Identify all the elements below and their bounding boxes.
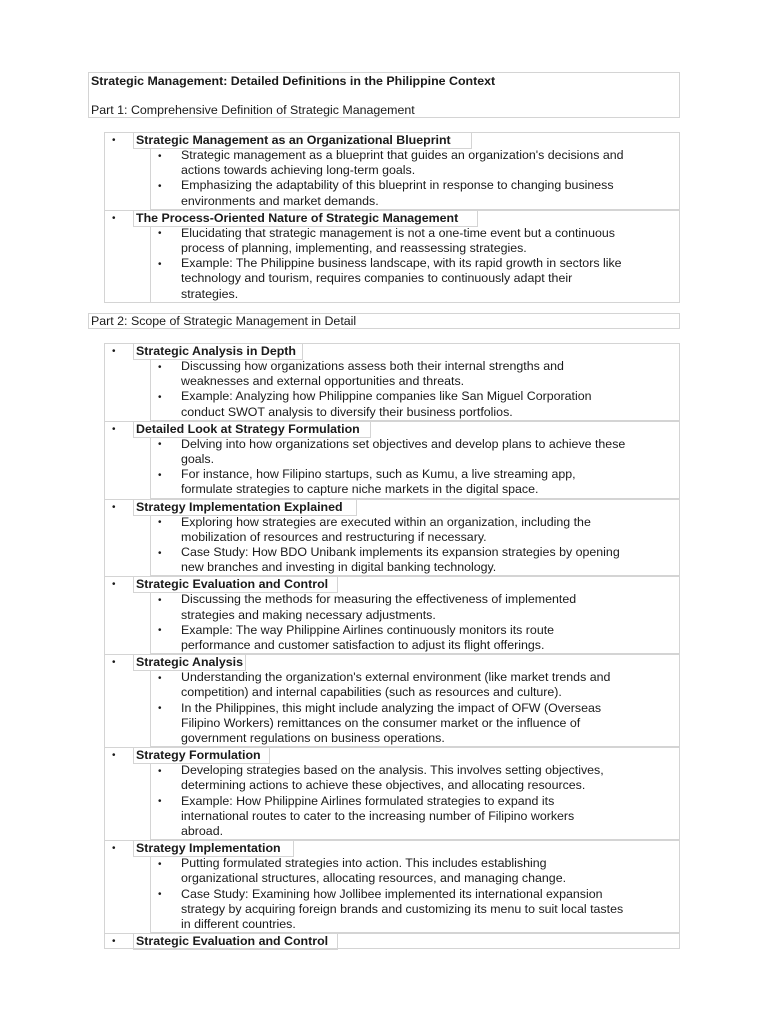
section-title: Strategic Analysis in Depth bbox=[136, 344, 296, 358]
section-title: Strategic Evaluation and Control bbox=[136, 577, 329, 592]
item-text: technology and tourism, requires companies to continuously adapt their bbox=[181, 271, 573, 286]
item-text: process of planning, implementing, and reassessing strategies. bbox=[181, 241, 527, 255]
item-text: Developing strategies based on the analysis. This involves setting objectives, bbox=[181, 763, 604, 778]
item-text: international routes to cater to the increasing number of Filipino workers bbox=[181, 808, 575, 823]
item-text: Elucidating that strategic management is not a one-time event but a continuous bbox=[181, 225, 615, 240]
section-bullet: • bbox=[112, 501, 116, 513]
item-text: Example: Analyzing how Philippine companies like San Miguel Corporation bbox=[181, 389, 592, 404]
section-title: Strategic Evaluation and Control bbox=[136, 934, 329, 949]
item-text: Example: How Philippine Airlines formulated strategies to expand its bbox=[181, 793, 555, 808]
section-title: Strategy Formulation bbox=[136, 748, 261, 763]
list-outline bbox=[104, 132, 680, 303]
item-bullet: • bbox=[158, 517, 162, 529]
section-bullet: • bbox=[112, 212, 116, 224]
section-bullet: • bbox=[112, 936, 116, 948]
part2-heading: Part 2: Scope of Strategic Management in Detail bbox=[91, 314, 357, 328]
section-bullet: • bbox=[112, 423, 116, 435]
item-text: new branches and investing in digital banking technology. bbox=[181, 560, 497, 575]
item-bullet: • bbox=[158, 361, 162, 373]
item-text: strategies and making necessary adjustments. bbox=[181, 607, 436, 622]
title-box bbox=[88, 72, 680, 118]
item-text: Example: The way Philippine Airlines continuously monitors its route bbox=[181, 622, 555, 637]
section-bullet: • bbox=[112, 750, 116, 762]
item-bullet: • bbox=[158, 228, 162, 240]
item-text: goals. bbox=[181, 452, 215, 466]
item-text: formulate strategies to capture niche markets in the digital space. bbox=[181, 482, 539, 497]
item-text: Case Study: How BDO Unibank implements its expansion strategies by opening bbox=[181, 545, 620, 559]
item-bullet: • bbox=[158, 765, 162, 777]
item-bullet: • bbox=[158, 150, 162, 162]
item-bullet: • bbox=[158, 703, 162, 715]
section-title: Strategic Analysis bbox=[136, 655, 243, 670]
section-title: Detailed Look at Strategy Formulation bbox=[136, 421, 360, 436]
section-bullet: • bbox=[112, 843, 116, 855]
section-title: Strategy Implementation bbox=[136, 841, 281, 856]
item-text: strategy by acquiring foreign brands and customizing its menu to suit local tastes bbox=[181, 901, 624, 916]
item-text: government regulations on business operations. bbox=[181, 731, 445, 745]
item-text: Delving into how organizations set objectives and develop plans to achieve these bbox=[181, 436, 626, 451]
item-bullet: • bbox=[158, 258, 162, 270]
section-bullet: • bbox=[112, 657, 116, 669]
item-bullet: • bbox=[158, 469, 162, 481]
item-bullet: • bbox=[158, 180, 162, 192]
item-text: actions towards achieving long-term goals. bbox=[181, 163, 416, 178]
item-text: Exploring how strategies are executed within an organization, including the bbox=[181, 514, 591, 529]
section-bullet: • bbox=[112, 579, 116, 591]
item-text: Putting formulated strategies into action. This includes establishing bbox=[181, 856, 547, 871]
item-bullet: • bbox=[158, 672, 162, 684]
item-text: organizational structures, allocating resources, and managing change. bbox=[181, 871, 567, 886]
item-bullet: • bbox=[158, 858, 162, 870]
item-text: Example: The Philippine business landscape, with its rapid growth in sectors like bbox=[181, 256, 622, 271]
section-title: Strategy Implementation Explained bbox=[136, 499, 343, 514]
item-text: Filipino Workers) remittances on the consumer market or the influence of bbox=[181, 715, 581, 730]
item-text: in different countries. bbox=[181, 917, 296, 931]
item-text: Discussing how organizations assess both their internal strengths and bbox=[181, 359, 564, 373]
item-text: abroad. bbox=[181, 824, 224, 838]
item-bullet: • bbox=[158, 594, 162, 606]
item-text: conduct SWOT analysis to diversify their business portfolios. bbox=[181, 404, 513, 419]
item-text: weaknesses and external opportunities and threats. bbox=[181, 374, 465, 389]
item-bullet: • bbox=[158, 796, 162, 808]
section-title: Strategic Management as an Organizational Blueprint bbox=[136, 133, 451, 147]
item-text: In the Philippines, this might include analyzing the impact of OFW (Overseas bbox=[181, 700, 602, 715]
item-text: Understanding the organization's external environment (like market trends and bbox=[181, 670, 611, 685]
list-outline bbox=[104, 343, 680, 949]
item-bullet: • bbox=[158, 625, 162, 637]
part1-heading: Part 1: Comprehensive Definition of Strategic Management bbox=[91, 103, 415, 117]
document-title: Strategic Management: Detailed Definitions in the Philippine Context bbox=[91, 74, 496, 88]
item-text: Case Study: Examining how Jollibee implemented its international expansion bbox=[181, 886, 603, 901]
section-bullet: • bbox=[112, 135, 116, 146]
item-bullet: • bbox=[158, 391, 162, 403]
item-text: competition) and internal capabilities (such as resources and culture). bbox=[181, 685, 562, 700]
section-title: The Process-Oriented Nature of Strategic Management bbox=[136, 210, 459, 225]
item-text: Emphasizing the adaptability of this blueprint in response to changing business bbox=[181, 178, 614, 193]
item-text: determining actions to achieve these objectives, and allocating resources. bbox=[181, 778, 586, 793]
part2-heading-box bbox=[88, 313, 680, 329]
item-text: Strategic management as a blueprint that guides an organization's decisions and bbox=[181, 148, 624, 162]
item-text: Discussing the methods for measuring the effectiveness of implemented bbox=[181, 592, 577, 607]
item-text: mobilization of resources and restructuring if necessary. bbox=[181, 529, 487, 544]
item-bullet: • bbox=[158, 439, 162, 451]
item-text: For instance, how Filipino startups, such as Kumu, a live streaming app, bbox=[181, 467, 576, 482]
section-bullet: • bbox=[112, 346, 116, 357]
item-text: strategies. bbox=[181, 286, 239, 301]
item-bullet: • bbox=[158, 547, 162, 559]
item-text: environments and market demands. bbox=[181, 193, 379, 208]
item-text: performance and customer satisfaction to adjust its flight offerings. bbox=[181, 638, 545, 652]
item-bullet: • bbox=[158, 889, 162, 901]
